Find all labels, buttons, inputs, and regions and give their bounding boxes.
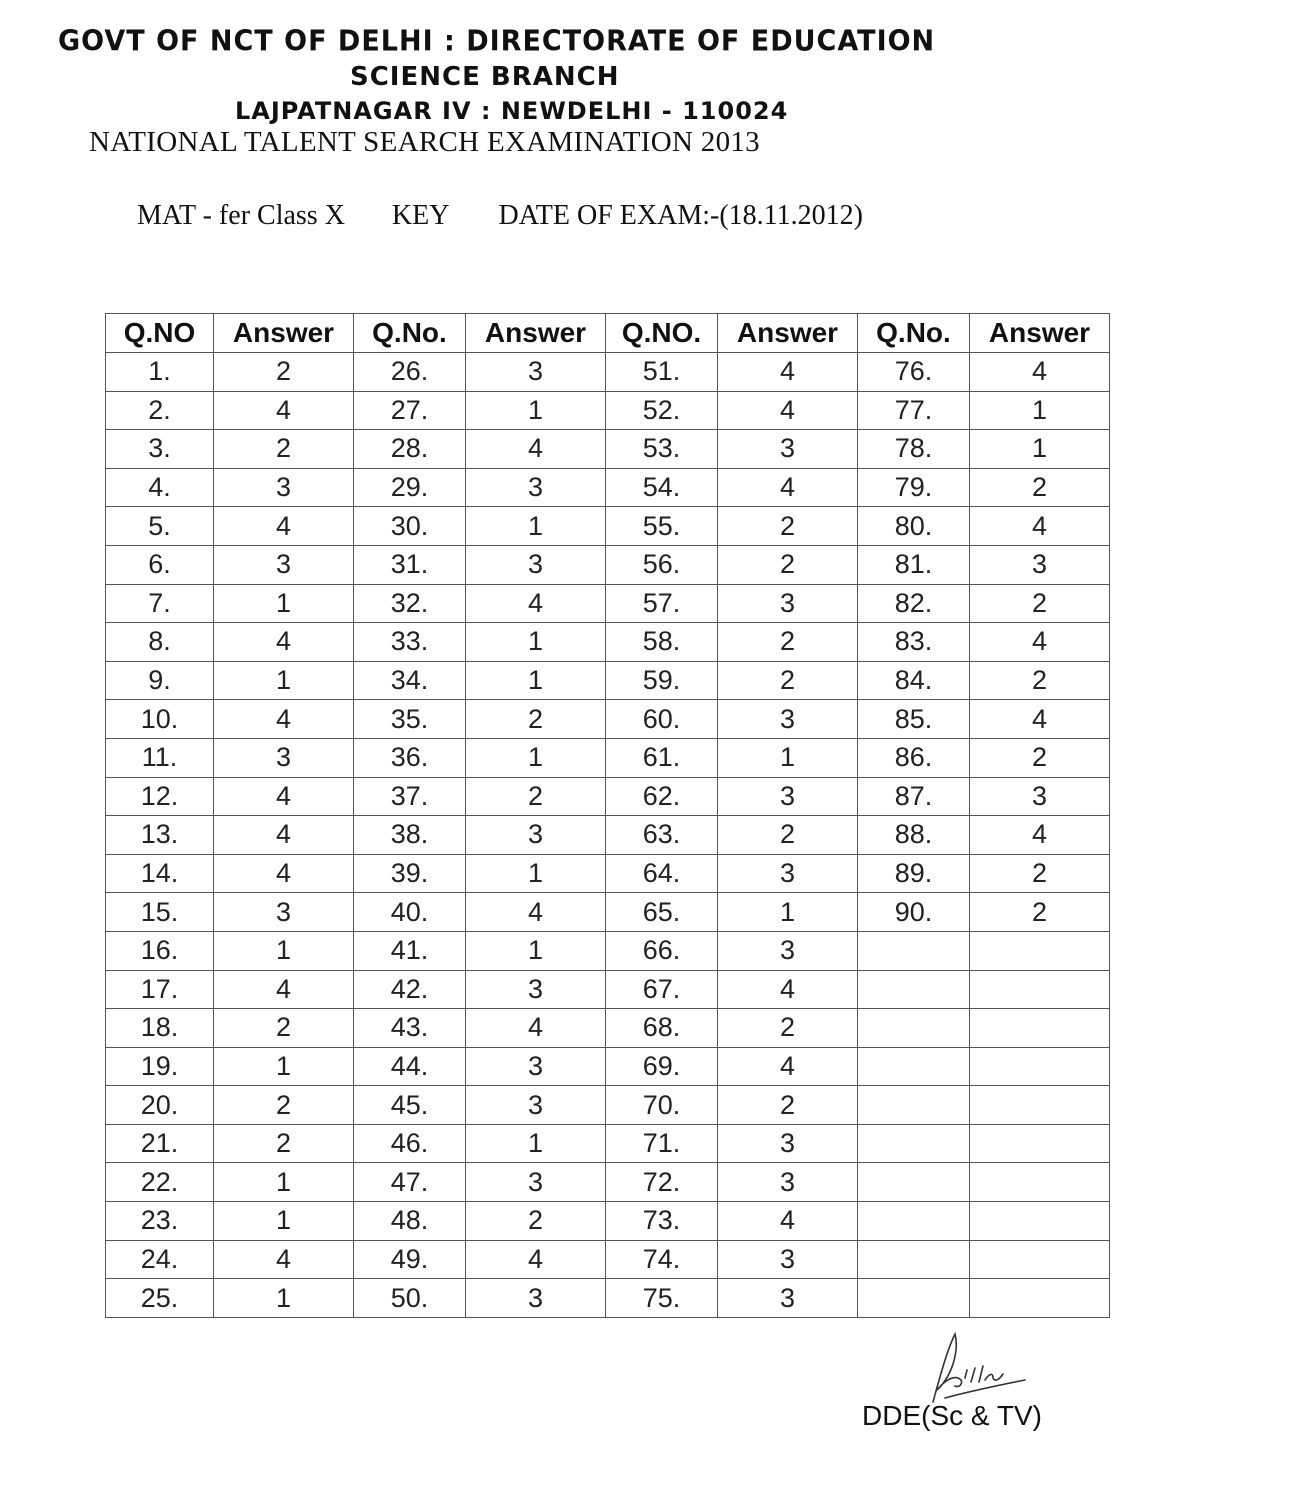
column-header-answer: Answer <box>214 314 354 353</box>
answer-cell: 4 <box>970 623 1110 662</box>
question-number-cell: 47. <box>354 1163 466 1202</box>
question-number-cell: 7. <box>106 584 214 623</box>
question-number-cell: 2. <box>106 391 214 430</box>
question-number-cell: 62. <box>606 777 718 816</box>
answer-cell: 4 <box>214 854 354 893</box>
answer-cell: 3 <box>466 1279 606 1318</box>
column-header-question-no: Q.No. <box>858 314 970 353</box>
question-number-cell: 38. <box>354 816 466 855</box>
answer-cell: 1 <box>214 1279 354 1318</box>
question-number-cell: 28. <box>354 430 466 469</box>
table-row <box>106 970 1110 1009</box>
answer-cell: 3 <box>214 738 354 777</box>
table-row <box>106 468 1110 507</box>
answer-cell: 2 <box>214 430 354 469</box>
table-row <box>106 391 1110 430</box>
question-number-cell: 85. <box>858 700 970 739</box>
question-number-cell: 18. <box>106 1009 214 1048</box>
question-number-cell: 29. <box>354 468 466 507</box>
question-number-cell: 34. <box>354 661 466 700</box>
answer-cell: 4 <box>718 353 858 392</box>
table-row <box>106 1163 1110 1202</box>
question-number-cell <box>858 1124 970 1163</box>
answer-cell: 2 <box>466 700 606 739</box>
question-number-cell: 46. <box>354 1124 466 1163</box>
table-row <box>106 661 1110 700</box>
question-number-cell: 66. <box>606 931 718 970</box>
answer-cell: 2 <box>466 1202 606 1241</box>
answer-cell: 4 <box>718 1047 858 1086</box>
question-number-cell: 15. <box>106 893 214 932</box>
answer-cell: 3 <box>718 1124 858 1163</box>
subheader <box>137 200 863 232</box>
question-number-cell: 45. <box>354 1086 466 1125</box>
answer-cell: 4 <box>718 970 858 1009</box>
answer-cell: 4 <box>718 1202 858 1241</box>
question-number-cell: 21. <box>106 1124 214 1163</box>
table-header-row <box>106 314 1110 353</box>
question-number-cell: 10. <box>106 700 214 739</box>
table-row <box>106 353 1110 392</box>
answer-cell: 1 <box>214 1047 354 1086</box>
question-number-cell: 54. <box>606 468 718 507</box>
question-number-cell: 39. <box>354 854 466 893</box>
question-number-cell <box>858 1009 970 1048</box>
answer-cell: 2 <box>970 468 1110 507</box>
answer-cell: 4 <box>970 816 1110 855</box>
question-number-cell: 59. <box>606 661 718 700</box>
question-number-cell: 63. <box>606 816 718 855</box>
answer-cell: 4 <box>718 391 858 430</box>
answer-cell: 4 <box>214 777 354 816</box>
answer-cell: 4 <box>214 391 354 430</box>
question-number-cell: 65. <box>606 893 718 932</box>
question-number-cell <box>858 970 970 1009</box>
header-address: LAJPATNAGAR IV : NEWDELHI - 110024 <box>235 97 789 125</box>
answer-cell: 2 <box>970 854 1110 893</box>
exam-date: DATE OF EXAM:-(18.11.2012) <box>498 200 863 231</box>
question-number-cell: 23. <box>106 1202 214 1241</box>
answer-cell: 1 <box>466 661 606 700</box>
answer-cell: 2 <box>718 816 858 855</box>
question-number-cell: 69. <box>606 1047 718 1086</box>
answer-cell <box>970 1047 1110 1086</box>
answer-cell: 1 <box>466 854 606 893</box>
answer-cell: 4 <box>466 1009 606 1048</box>
table-row <box>106 1047 1110 1086</box>
signatory-designation: DDE(Sc & TV) <box>862 1400 1042 1431</box>
question-number-cell: 60. <box>606 700 718 739</box>
answer-cell: 1 <box>718 738 858 777</box>
answer-cell: 3 <box>718 777 858 816</box>
question-number-cell: 89. <box>858 854 970 893</box>
question-number-cell <box>858 1163 970 1202</box>
table-row <box>106 1009 1110 1048</box>
question-number-cell: 9. <box>106 661 214 700</box>
answer-cell: 3 <box>970 777 1110 816</box>
answer-cell: 3 <box>970 545 1110 584</box>
answer-cell: 2 <box>718 623 858 662</box>
table-row <box>106 1086 1110 1125</box>
question-number-cell: 11. <box>106 738 214 777</box>
answer-cell: 4 <box>970 700 1110 739</box>
question-number-cell: 55. <box>606 507 718 546</box>
question-number-cell: 68. <box>606 1009 718 1048</box>
answer-cell: 4 <box>970 507 1110 546</box>
header-department: GOVT OF NCT OF DELHI : DIRECTORATE OF EDUCATION <box>58 25 936 58</box>
question-number-cell: 20. <box>106 1086 214 1125</box>
answer-cell: 4 <box>214 507 354 546</box>
question-number-cell: 8. <box>106 623 214 662</box>
table-row <box>106 931 1110 970</box>
answer-cell: 4 <box>214 970 354 1009</box>
header-branch: SCIENCE BRANCH <box>350 62 620 92</box>
question-number-cell <box>858 931 970 970</box>
question-number-cell: 13. <box>106 816 214 855</box>
question-number-cell: 36. <box>354 738 466 777</box>
answer-cell: 3 <box>466 1086 606 1125</box>
answer-cell: 1 <box>466 507 606 546</box>
column-header-question-no: Q.NO <box>106 314 214 353</box>
answer-cell: 2 <box>970 893 1110 932</box>
question-number-cell: 56. <box>606 545 718 584</box>
answer-cell: 4 <box>466 1240 606 1279</box>
answer-cell: 4 <box>214 1240 354 1279</box>
answer-cell <box>970 1163 1110 1202</box>
answer-cell: 1 <box>970 430 1110 469</box>
question-number-cell: 43. <box>354 1009 466 1048</box>
answer-cell: 1 <box>970 391 1110 430</box>
answer-cell: 1 <box>214 1202 354 1241</box>
table-row <box>106 430 1110 469</box>
question-number-cell: 81. <box>858 545 970 584</box>
answer-cell: 3 <box>466 970 606 1009</box>
answer-cell: 3 <box>466 816 606 855</box>
answer-cell: 1 <box>466 391 606 430</box>
question-number-cell: 87. <box>858 777 970 816</box>
question-number-cell: 57. <box>606 584 718 623</box>
question-number-cell: 17. <box>106 970 214 1009</box>
question-number-cell: 83. <box>858 623 970 662</box>
answer-cell: 3 <box>718 931 858 970</box>
question-number-cell: 48. <box>354 1202 466 1241</box>
table-row <box>106 1124 1110 1163</box>
question-number-cell: 1. <box>106 353 214 392</box>
table-row <box>106 545 1110 584</box>
question-number-cell: 67. <box>606 970 718 1009</box>
question-number-cell: 35. <box>354 700 466 739</box>
question-number-cell: 31. <box>354 545 466 584</box>
answer-cell: 2 <box>718 1086 858 1125</box>
answer-cell: 1 <box>214 931 354 970</box>
answer-cell: 4 <box>970 353 1110 392</box>
answer-cell: 2 <box>970 738 1110 777</box>
question-number-cell: 76. <box>858 353 970 392</box>
question-number-cell: 30. <box>354 507 466 546</box>
question-number-cell: 51. <box>606 353 718 392</box>
answer-key-table <box>105 313 1110 1318</box>
question-number-cell: 77. <box>858 391 970 430</box>
table-row <box>106 738 1110 777</box>
question-number-cell <box>858 1202 970 1241</box>
table-row <box>106 700 1110 739</box>
answer-cell: 4 <box>466 584 606 623</box>
answer-cell: 1 <box>214 584 354 623</box>
question-number-cell: 72. <box>606 1163 718 1202</box>
answer-cell: 2 <box>214 1086 354 1125</box>
answer-cell: 3 <box>718 430 858 469</box>
question-number-cell: 16. <box>106 931 214 970</box>
question-number-cell: 82. <box>858 584 970 623</box>
question-number-cell: 74. <box>606 1240 718 1279</box>
answer-cell: 3 <box>718 1240 858 1279</box>
answer-cell: 4 <box>466 430 606 469</box>
answer-cell: 3 <box>466 1047 606 1086</box>
answer-cell <box>970 931 1110 970</box>
question-number-cell: 49. <box>354 1240 466 1279</box>
answer-cell: 3 <box>718 854 858 893</box>
question-number-cell: 53. <box>606 430 718 469</box>
table-row <box>106 854 1110 893</box>
answer-cell <box>970 1240 1110 1279</box>
column-header-question-no: Q.No. <box>354 314 466 353</box>
question-number-cell: 58. <box>606 623 718 662</box>
question-number-cell: 25. <box>106 1279 214 1318</box>
answer-cell: 1 <box>466 1124 606 1163</box>
answer-cell: 3 <box>214 893 354 932</box>
answer-cell: 1 <box>214 661 354 700</box>
answer-cell: 2 <box>718 507 858 546</box>
answer-cell: 4 <box>466 893 606 932</box>
column-header-answer: Answer <box>466 314 606 353</box>
table-row <box>106 893 1110 932</box>
key-label: KEY <box>391 200 450 231</box>
answer-cell: 3 <box>214 468 354 507</box>
question-number-cell: 19. <box>106 1047 214 1086</box>
question-number-cell: 22. <box>106 1163 214 1202</box>
question-number-cell: 33. <box>354 623 466 662</box>
answer-cell: 2 <box>214 1009 354 1048</box>
question-number-cell: 37. <box>354 777 466 816</box>
answer-cell: 2 <box>970 584 1110 623</box>
question-number-cell <box>858 1240 970 1279</box>
column-header-answer: Answer <box>718 314 858 353</box>
question-number-cell: 26. <box>354 353 466 392</box>
question-number-cell: 12. <box>106 777 214 816</box>
answer-cell <box>970 1009 1110 1048</box>
answer-cell: 2 <box>214 353 354 392</box>
question-number-cell: 5. <box>106 507 214 546</box>
question-number-cell: 52. <box>606 391 718 430</box>
answer-cell: 1 <box>466 738 606 777</box>
answer-cell: 2 <box>718 1009 858 1048</box>
answer-cell: 3 <box>718 584 858 623</box>
answer-cell: 3 <box>466 468 606 507</box>
paper-label: MAT - fer Class X <box>137 200 345 231</box>
question-number-cell <box>858 1047 970 1086</box>
table-row <box>106 507 1110 546</box>
answer-cell: 2 <box>718 661 858 700</box>
answer-cell: 4 <box>718 468 858 507</box>
answer-cell: 2 <box>466 777 606 816</box>
question-number-cell: 41. <box>354 931 466 970</box>
table-row <box>106 623 1110 662</box>
answer-cell: 3 <box>718 1163 858 1202</box>
answer-cell: 4 <box>214 700 354 739</box>
table-row <box>106 1279 1110 1318</box>
answer-cell: 2 <box>718 545 858 584</box>
question-number-cell: 64. <box>606 854 718 893</box>
question-number-cell: 71. <box>606 1124 718 1163</box>
question-number-cell: 86. <box>858 738 970 777</box>
answer-cell: 4 <box>214 623 354 662</box>
column-header-question-no: Q.NO. <box>606 314 718 353</box>
answer-cell: 4 <box>214 816 354 855</box>
answer-cell <box>970 1202 1110 1241</box>
table-row <box>106 777 1110 816</box>
question-number-cell: 75. <box>606 1279 718 1318</box>
question-number-cell: 6. <box>106 545 214 584</box>
question-number-cell: 24. <box>106 1240 214 1279</box>
answer-cell <box>970 1279 1110 1318</box>
answer-cell: 2 <box>970 661 1110 700</box>
table-row <box>106 1202 1110 1241</box>
column-header-answer: Answer <box>970 314 1110 353</box>
question-number-cell: 73. <box>606 1202 718 1241</box>
answer-cell <box>970 1086 1110 1125</box>
answer-cell: 2 <box>214 1124 354 1163</box>
question-number-cell: 44. <box>354 1047 466 1086</box>
question-number-cell: 40. <box>354 893 466 932</box>
answer-cell: 3 <box>466 545 606 584</box>
question-number-cell: 80. <box>858 507 970 546</box>
table-row <box>106 816 1110 855</box>
question-number-cell: 79. <box>858 468 970 507</box>
answer-cell: 1 <box>214 1163 354 1202</box>
table-row <box>106 1240 1110 1279</box>
question-number-cell: 42. <box>354 970 466 1009</box>
table-row <box>106 584 1110 623</box>
exam-title: NATIONAL TALENT SEARCH EXAMINATION 2013 <box>89 126 760 158</box>
question-number-cell: 3. <box>106 430 214 469</box>
question-number-cell <box>858 1279 970 1318</box>
answer-cell: 3 <box>466 1163 606 1202</box>
question-number-cell: 90. <box>858 893 970 932</box>
answer-cell: 1 <box>718 893 858 932</box>
question-number-cell: 61. <box>606 738 718 777</box>
question-number-cell: 27. <box>354 391 466 430</box>
answer-cell <box>970 1124 1110 1163</box>
answer-cell: 1 <box>466 931 606 970</box>
signature-icon <box>925 1330 1035 1405</box>
question-number-cell: 32. <box>354 584 466 623</box>
answer-cell: 3 <box>718 1279 858 1318</box>
answer-cell: 3 <box>466 353 606 392</box>
question-number-cell: 70. <box>606 1086 718 1125</box>
answer-cell: 3 <box>718 700 858 739</box>
question-number-cell: 50. <box>354 1279 466 1318</box>
question-number-cell: 84. <box>858 661 970 700</box>
answer-cell <box>970 970 1110 1009</box>
question-number-cell: 14. <box>106 854 214 893</box>
question-number-cell: 88. <box>858 816 970 855</box>
answer-cell: 3 <box>214 545 354 584</box>
question-number-cell: 4. <box>106 468 214 507</box>
question-number-cell: 78. <box>858 430 970 469</box>
answer-cell: 1 <box>466 623 606 662</box>
question-number-cell <box>858 1086 970 1125</box>
